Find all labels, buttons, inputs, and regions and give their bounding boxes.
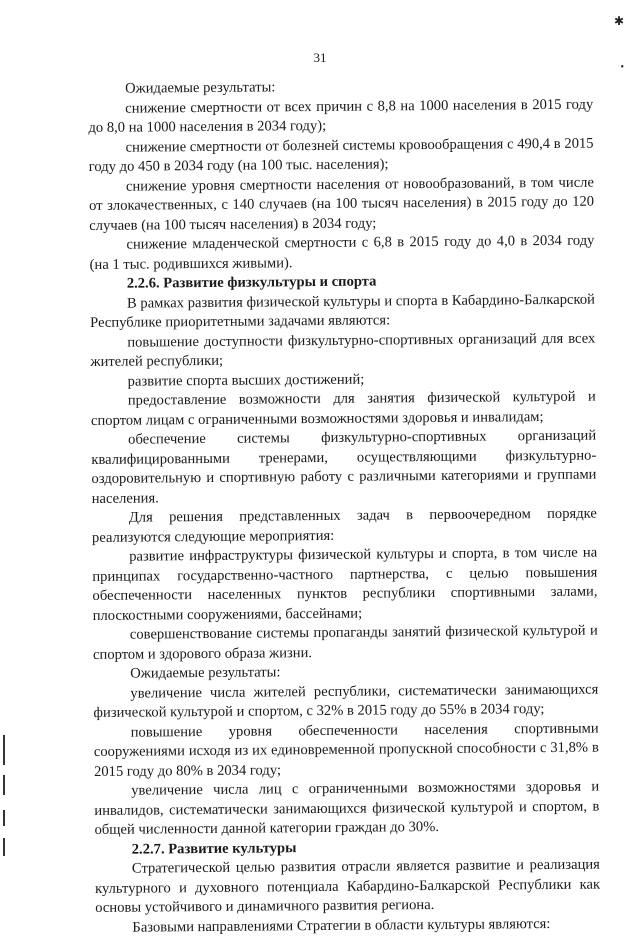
scan-edge-line	[3, 775, 5, 795]
paragraph: В рамках развития физической культуры и спорта в Кабардино-Балкарской Республике приоритетными задачами являются:	[90, 291, 596, 331]
section-heading: 2.2.6. Развитие физкультуры и спорта	[126, 273, 377, 292]
scan-edge-line	[3, 810, 5, 826]
paragraph: развитие инфраструктуры физической культуры и спорта, в том числе на принципах государственно-частного партнерства, с целью повышения обеспеченности населенных пунктов республики спортивными залами, плоскостными сооружениями, бассейнами;	[92, 544, 598, 624]
scan-mark-dot: •	[620, 62, 624, 73]
paragraph: Ожидаемые результаты:	[130, 664, 281, 682]
paragraph: Ожидаемые результаты:	[125, 79, 276, 97]
page-number: 31	[313, 50, 327, 65]
paragraph: Для решения представленных задач в первоочередном порядке реализуются следующие мероприятия:	[91, 505, 597, 546]
document-body	[88, 76, 600, 938]
paragraph: снижение уровня смертности населения от новообразований, в том числе от злокачественных, с 140 случаев (на 100 тысяч населения) в 2015 году до 120 случаев (на 100 тысяч населения) в 2034 году;	[89, 174, 595, 234]
paragraph: повышение уровня обеспеченности населения спортивными сооружениями исходя из их единовременной пропускной способности с 31,8% в 2015 году до 80% в 2034 году;	[93, 720, 599, 780]
paragraph: увеличение числа лиц с ограниченными возможностями здоровья и инвалидов, систематически занимающихся физической культурой и спортом, в общей численности данной категории граждан до 30%.	[94, 778, 600, 838]
scan-mark-top: ✱	[613, 14, 624, 28]
paragraph: снижение смертности от всех причин с 8,8 на 1000 населения в 2015 году до 8,0 на 1000 населения в 2034 году);	[88, 96, 594, 136]
paragraph: совершенствование системы пропаганды занятий физической культурой и спортом и здорового образа жизни.	[92, 622, 598, 663]
paragraph: снижение младенческой смертности с 6,8 в 2015 году до 4,0 в 2034 году (на 1 тыс. родившихся живыми).	[89, 232, 595, 273]
paragraph: увеличение числа жителей республики, систематически занимающихся физической культурой и спортом, с 32% в 2015 году до 55% в 2034 году;	[93, 681, 599, 721]
paragraph: Базовыми направлениями Стратегии в области культуры являются:	[132, 915, 551, 936]
paragraph: снижение смертности от болезней системы кровообращения с 490,4 в 2015 году до 450 в 2034 году (на 100 тыс. населения);	[88, 135, 594, 175]
section-heading: 2.2.7. Развитие культуры	[131, 839, 297, 858]
paragraph: Стратегической целью развития отрасли является развитие и реализация культурного и духовного потенциала Кабардино-Балкарской Республики как основы устойчивого и динамичного развития региона.	[94, 856, 601, 916]
paragraph: обеспечение системы физкультурно-спортивных организаций квалифицированными тренерами, осуществляющими физкультурно-оздоровительную и спортивную работу с различными категориями и группами населения.	[91, 427, 597, 507]
paragraph: развитие спорта высших достижений;	[127, 371, 365, 390]
paragraph: предоставление возможности для занятия физической культурой и спортом лицам с ограниченными возможностями здоровья и инвалидам;	[90, 388, 596, 429]
paragraph: повышение доступности физкультурно-спортивных организаций для всех жителей республики;	[90, 330, 596, 370]
scan-edge-line	[3, 838, 5, 856]
scan-edge-line	[3, 735, 5, 765]
